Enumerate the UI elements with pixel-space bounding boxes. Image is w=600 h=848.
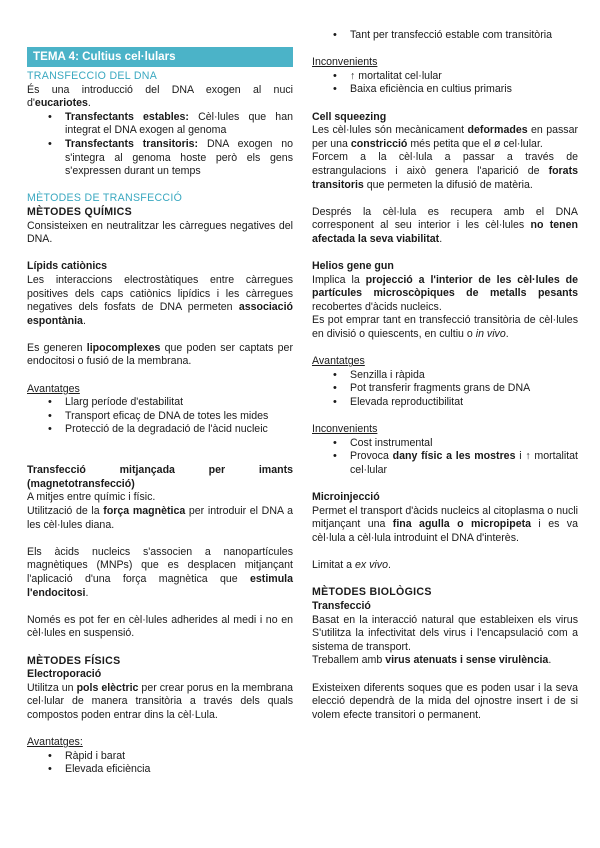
list-item: • Ràpid i barat — [65, 750, 293, 764]
list-item: • Protecció de la degradació de l'àcid nucleic — [65, 423, 293, 437]
avantatges-heading: Avantatges — [27, 382, 80, 395]
electroporacio-paragraph: Utilitza un pols elèctric per crear porus en la membrana cel·lular de manera transitòria a través dels quals compostos poden entrar dins la cèl·Lula. — [27, 681, 293, 721]
list-item: • Transfectants estables: Cèl·lules que han integrat el DNA exogen al genoma — [65, 111, 293, 138]
list-item: • Provoca dany físic a les mostres i ↑ mortalitat cel·lular — [350, 450, 578, 477]
magneto-line-1: A mitjes entre químic i físic. — [27, 491, 156, 504]
subheading-electroporacio: Electroporació — [27, 668, 102, 681]
subheading-lipids: Lípids catiònics — [27, 260, 108, 273]
magneto-line-2: Utilització de la força magnètica per introduir el DNA a les cèl·lules diana. — [27, 505, 293, 531]
inconvenients-list-2 — [312, 437, 578, 478]
list-item: • Transfectants transitoris: DNA exogen no s'integra al genoma hoste però els gens s'expressen durant un temps — [65, 138, 293, 179]
magneto-paragraph: Els àcids nucleics s'associen a nanopartícules magnètiques (MNPs) que es desplacen mitjançant l'aplicació d'una força magnètica que estimula l'endocitosi. — [27, 545, 293, 599]
avantatges-list-3 — [312, 369, 578, 410]
left-column — [27, 70, 293, 777]
helios-paragraph-2: Es pot emprar tant en transfecció transitòria de cèl·lules en divisió o quiescents, en cultiu o in vivo. — [312, 314, 578, 341]
subheading-cell-squeezing: Cell squeezing — [312, 110, 387, 123]
quimics-paragraph: Consisteixen en neutralitzar les càrregues negatives del DNA. — [27, 219, 293, 246]
subheading-magneto-2: (magnetotransfecció) — [27, 477, 135, 490]
list-item: • ↑ mortalitat cel·lular — [350, 70, 578, 84]
biologics-paragraph-2: Treballem amb virus atenuats i sense virulència. — [312, 654, 552, 667]
squeezing-paragraph-2: Forcem a la cèl·lula a passar a través de estrangulacions i això genera l'aparició de forats transitoris que permeten la difusió de matèria. — [312, 151, 578, 191]
subheading-transfeccio: Transfecció — [312, 599, 371, 612]
subheading-fisics: MÈTODES FÍSICS — [27, 654, 121, 667]
avantatges-heading-2: Avantatges: — [27, 736, 83, 749]
list-item: • Elevada reproductibilitat — [350, 396, 578, 410]
lipocomplexes-paragraph: Es generen lipocomplexes que poden ser captats per endocitosi o fusió de la membrana. — [27, 341, 293, 368]
inconvenients-heading-2: Inconvenients — [312, 423, 378, 436]
subheading-helios: Helios gene gun — [312, 260, 394, 273]
subheading-biologics: MÈTODES BIOLÒGICS — [312, 586, 432, 599]
squeezing-paragraph-1: Les cèl·lules són mecànicament deformades en passar per una constricció més petita que el ø cel·lular. — [312, 124, 579, 150]
subheading-magneto: Transfecció mitjançada per imants — [27, 464, 293, 477]
list-item: • Pot transferir fragments grans de DNA — [350, 382, 578, 396]
right-column — [312, 29, 578, 722]
avantatges-list — [27, 396, 293, 437]
magneto-note: Només es pot fer en cèl·lules adherides al medi i no en cèl·lules en suspensió. — [27, 613, 293, 640]
squeezing-paragraph-3: Després la cèl·lula es recupera amb el DNA corresponent al seu interior i les cèl·lules no tenen afectada la seva viabilitat. — [312, 205, 578, 245]
subheading-quimics: MÈTODES QUÍMICS — [27, 205, 132, 218]
list-item: • Baixa eficiència en cultius primaris — [350, 83, 578, 97]
lipids-paragraph: Les interaccions electrostàtiques entre càrregues positives dels caps catiònics lipídics i les càrregues negatives dels fosfats de DNA permeten associació espontània. — [27, 273, 293, 327]
intro-paragraph: És una introducció del DNA exogen al nuci d'eucariotes. — [27, 83, 293, 110]
list-item: • Elevada eficiència — [65, 763, 293, 777]
subheading-microinjeccio: Microinjecció — [312, 491, 380, 504]
list-item: • Cost instrumental — [350, 437, 578, 451]
biologics-paragraph-1: Basat en la interacció natural que estableixen els virus S'utilitza la infectivitat dels virus i l'encapsulació com a sistema de transport. — [312, 613, 578, 653]
helios-paragraph-1: Implica la projecció a l'interior de les cèl·lules de partícules microscòpiques de metalls pesants recobertes d'àcids nucleics. — [312, 273, 578, 313]
biologics-paragraph-3: Existeixen diferents soques que es poden usar i la seva elecció dependrà de la mida del ojnostre insert i de si volem efecte transitori o permanent. — [312, 681, 578, 721]
top-bullet-list — [312, 29, 578, 43]
section-heading-metodes: MÈTODES DE TRANSFECCIÓ — [27, 192, 183, 205]
chapter-banner: TEMA 4: Cultius cel·lulars — [27, 47, 293, 67]
avantatges-heading-3: Avantatges — [312, 355, 365, 368]
list-item: • Senzilla i ràpida — [350, 369, 578, 383]
list-item: • Llarg període d'estabilitat — [65, 396, 293, 410]
section-heading-transfeccio: TRANSFECCIO DEL DNA — [27, 70, 158, 82]
list-item: • Transport eficaç de DNA de totes les mides — [65, 410, 293, 424]
microinjeccio-paragraph: Permet el transport d'àcids nucleics al citoplasma o nucli mitjançant una fina agulla o micropipeta i es va cèl·lula a cèl·lula introduint el DNA d'interès. — [312, 504, 578, 544]
avantatges-list-2 — [27, 750, 293, 777]
microinjeccio-note: Limitat a ex vivo. — [312, 559, 391, 572]
inconvenients-list — [312, 70, 578, 97]
list-item: • Tant per transfecció estable com transitòria — [350, 29, 578, 43]
inconvenients-heading: Inconvenients — [312, 56, 378, 69]
transfectants-list — [27, 111, 293, 179]
